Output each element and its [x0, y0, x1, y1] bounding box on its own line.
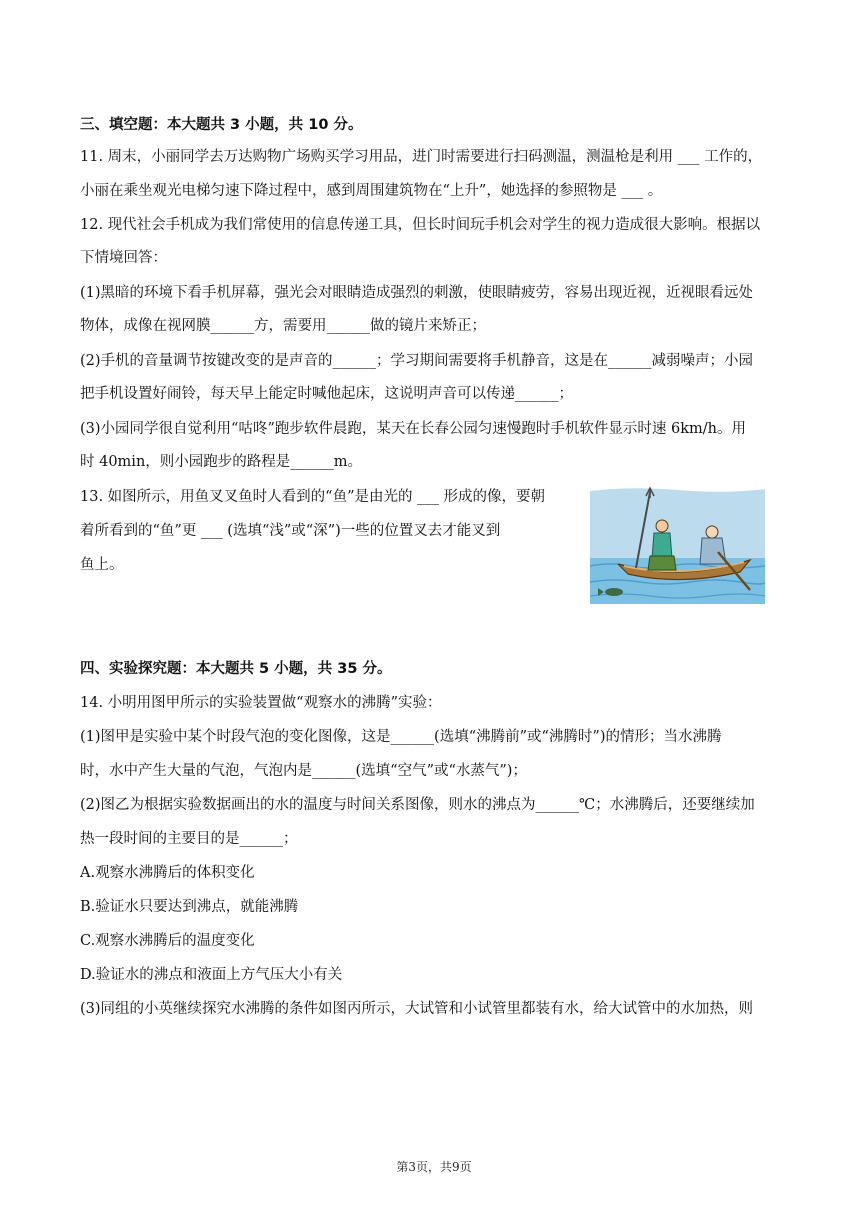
q12-part2-line-2: 把手机设置好闹铃，每天早上能定时喊他起床，这说明声音可以传递______； [80, 386, 573, 402]
q14-part1-line-2: 时，水中产生大量的气泡，气泡内是______(选填“空气”或“水蒸气”)； [80, 763, 527, 779]
q14-part2-line-1: (2)图乙为根据实验数据画出的水的温度与时间关系图像，则水的沸点为______℃；水沸腾后，还要继续加 [80, 797, 755, 813]
q14-part1-line-1: (1)图甲是实验中某个时段气泡的变化图像，这是______(选填“沸腾前”或“沸腾时”)的情形；当水沸腾 [80, 729, 722, 745]
section-3-heading: 三、填空题：本大题共 3 小题，共 10 分。 [80, 117, 363, 133]
q14-intro: 14. 小明用图甲所示的实验装置做“观察水的沸腾”实验： [80, 695, 442, 711]
q11-line-1: 11. 周末，小丽同学去万达购物广场购买学习用品，进门时需要进行扫码测温，测温枪是利用 ___ 工作的， [80, 149, 763, 165]
option-c: C.观察水沸腾后的温度变化 [80, 933, 255, 949]
option-b: B.验证水只要达到沸点，就能沸腾 [80, 899, 299, 915]
q12-part3-line-1: (3)小园同学很自觉利用“咕咚”跑步软件晨跑，某天在长春公园匀速慢跑时手机软件显示时速 6km/h。用 [80, 421, 746, 437]
fishing-boat-illustration [590, 486, 765, 604]
q12-line-2: 下情境回答： [80, 250, 167, 266]
option-a: A.观察水沸腾后的体积变化 [80, 865, 255, 881]
q13-line-2: 着所看到的“鱼”更 ___ (选填“浅”或“深”)一些的位置叉去才能叉到 [80, 523, 501, 539]
q12-part2-line-1: (2)手机的音量调节按键改变的是声音的______；学习期间需要将手机静音，这是在______减弱噪声；小园 [80, 353, 754, 369]
fishing-boat-icon [590, 486, 765, 604]
q12-part1-line-1: (1)黑暗的环境下看手机屏幕，强光会对眼睛造成强烈的刺激，使眼睛疲劳，容易出现近视，近视眼看远处 [80, 285, 754, 301]
q11-line-2: 小丽在乘坐观光电梯匀速下降过程中，感到周围建筑物在“上升”，她选择的参照物是 ___ 。 [80, 183, 663, 199]
q14-part2-line-2: 热一段时间的主要目的是______； [80, 831, 298, 847]
page-footer: 第3页，共9页 [396, 1160, 472, 1174]
q13-line-1: 13. 如图所示，用鱼叉叉鱼时人看到的“鱼”是由光的 ___ 形成的像，要朝 [80, 489, 545, 505]
q13-line-3: 鱼上。 [80, 557, 124, 573]
q12-part3-line-2: 时 40min，则小园跑步的路程是______m。 [80, 454, 363, 470]
section-4-heading: 四、实验探究题：本大题共 5 小题，共 35 分。 [80, 661, 392, 677]
q12-line-1: 12. 现代社会手机成为我们常使用的信息传递工具，但长时间玩手机会对学生的视力造成很大影响。根据以 [80, 217, 761, 233]
option-d: D.验证水的沸点和液面上方气压大小有关 [80, 967, 343, 983]
q12-part1-line-2: 物体，成像在视网膜______方，需要用______做的镜片来矫正； [80, 318, 486, 334]
q14-part3-line-1: (3)同组的小英继续探究水沸腾的条件如图丙所示，大试管和小试管里都装有水，给大试管中的水加热，则 [80, 1001, 754, 1017]
